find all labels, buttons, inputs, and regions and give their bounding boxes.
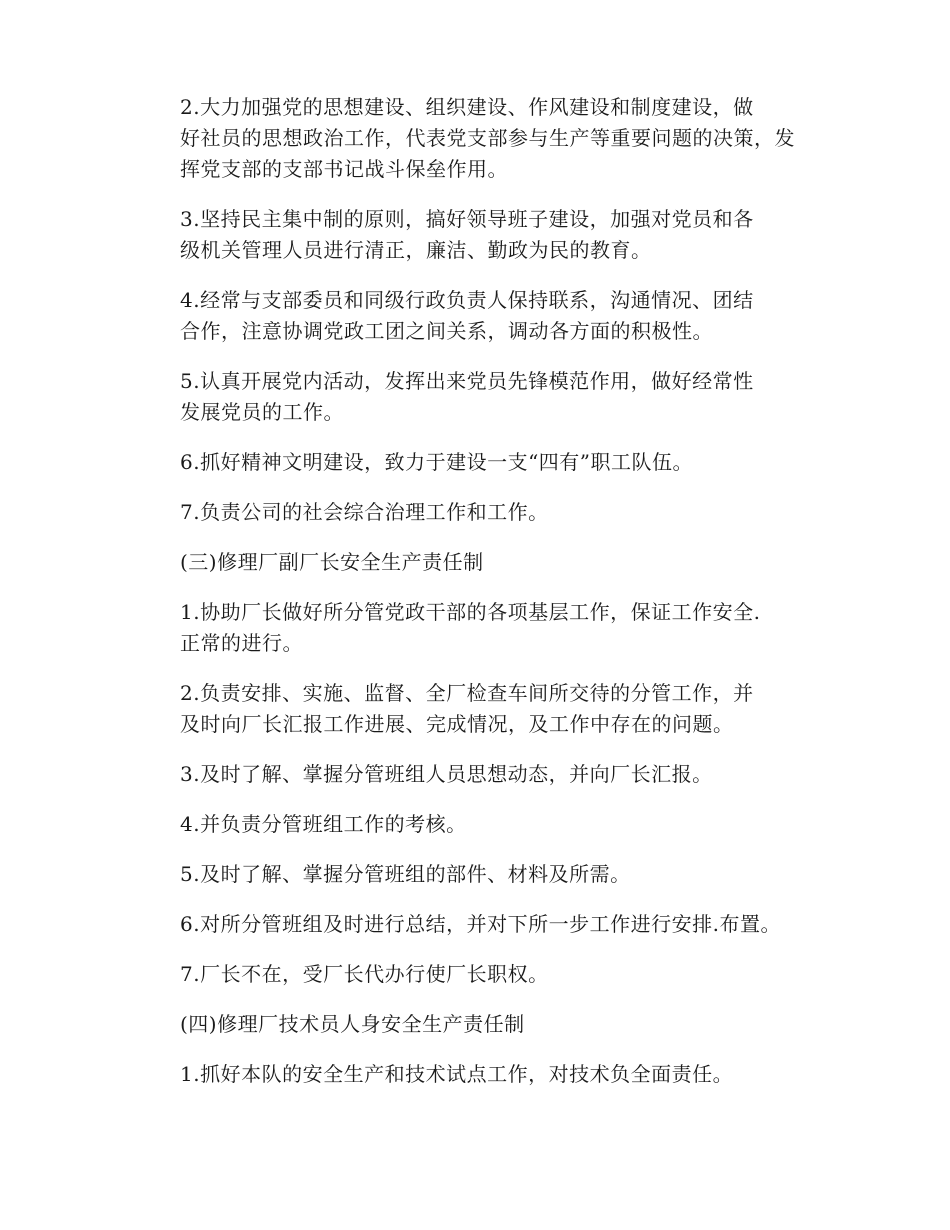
section-heading-technician: [140, 1009, 800, 1040]
paragraph-line: 7.厂长不在，受厂长代办行使厂长职权。: [180, 962, 549, 986]
paragraph-line: 及时向厂长汇报工作进展、完成情况，及工作中存在的问题。: [180, 712, 734, 736]
paragraph-line: 好社员的思想政治工作，代表党支部参与生产等重要问题的决策，发: [180, 126, 795, 150]
paragraph-line: 1.协助厂长做好所分管党政干部的各项基层工作，保证工作安全.: [180, 600, 761, 624]
paragraph-line: 正常的进行。: [180, 631, 303, 655]
paragraph-social-governance: [140, 497, 800, 528]
paragraph-line: 1.抓好本队的安全生产和技术试点工作，对技术负全面责任。: [180, 1062, 734, 1086]
section-heading-deputy-director: [140, 547, 800, 578]
paragraph-line: 2.负责安排、实施、监督、全厂检查车间所交待的分管工作，并: [180, 681, 754, 705]
document-body: [140, 92, 800, 1109]
paragraph-line: 4.并负责分管班组工作的考核。: [180, 812, 467, 836]
paragraph-line: 5.认真开展党内活动，发挥出来党员先锋模范作用，做好经常性: [180, 369, 754, 393]
paragraph-technical-responsibility: [140, 1059, 800, 1090]
paragraph-line: 2.大力加强党的思想建设、组织建设、作风建设和制度建设，做: [180, 95, 754, 119]
paragraph-line: 3.坚持民主集中制的原则，搞好领导班子建设，加强对党员和各: [180, 207, 754, 231]
paragraph-democratic-centralism: [140, 204, 800, 266]
paragraph-line: 5.及时了解、掌握分管班组的部件、材料及所需。: [180, 862, 631, 886]
paragraph-staff-dynamics: [140, 759, 800, 790]
paragraph-line: 3.及时了解、掌握分管班组人员思想动态，并向厂长汇报。: [180, 762, 713, 786]
paragraph-line: 挥党支部的支部书记战斗保垒作用。: [180, 157, 508, 181]
paragraph-spiritual-civilization: [140, 447, 800, 478]
paragraph-line: 4.经常与支部委员和同级行政负责人保持联系，沟通情况、团结: [180, 288, 754, 312]
paragraph-line: 发展党员的工作。: [180, 400, 344, 424]
paragraph-line: 7.负责公司的社会综合治理工作和工作。: [180, 500, 549, 524]
paragraph-line: 6.对所分管班组及时进行总结，并对下所一步工作进行安排.布置。: [180, 912, 781, 936]
paragraph-parts-materials: [140, 859, 800, 890]
paragraph-line: 合作，注意协调党政工团之间关系，调动各方面的积极性。: [180, 319, 713, 343]
paragraph-assist-director: [140, 597, 800, 659]
paragraph-line: 级机关管理人员进行清正，廉洁、勤政为民的教育。: [180, 238, 652, 262]
paragraph-line: 6.抓好精神文明建设，致力于建设一支“四有”职工队伍。: [180, 450, 694, 474]
paragraph-party-activities: [140, 366, 800, 428]
paragraph-summary-arrangement: [140, 909, 800, 940]
paragraph-arrange-supervise: [140, 678, 800, 740]
paragraph-team-assessment: [140, 809, 800, 840]
section-heading: (三)修理厂副厂长安全生产责任制: [180, 550, 484, 574]
paragraph-liaison: [140, 285, 800, 347]
paragraph-acting-director: [140, 959, 800, 990]
paragraph-party-building: [140, 92, 800, 185]
section-heading: (四)修理厂技术员人身安全生产责任制: [180, 1012, 525, 1036]
